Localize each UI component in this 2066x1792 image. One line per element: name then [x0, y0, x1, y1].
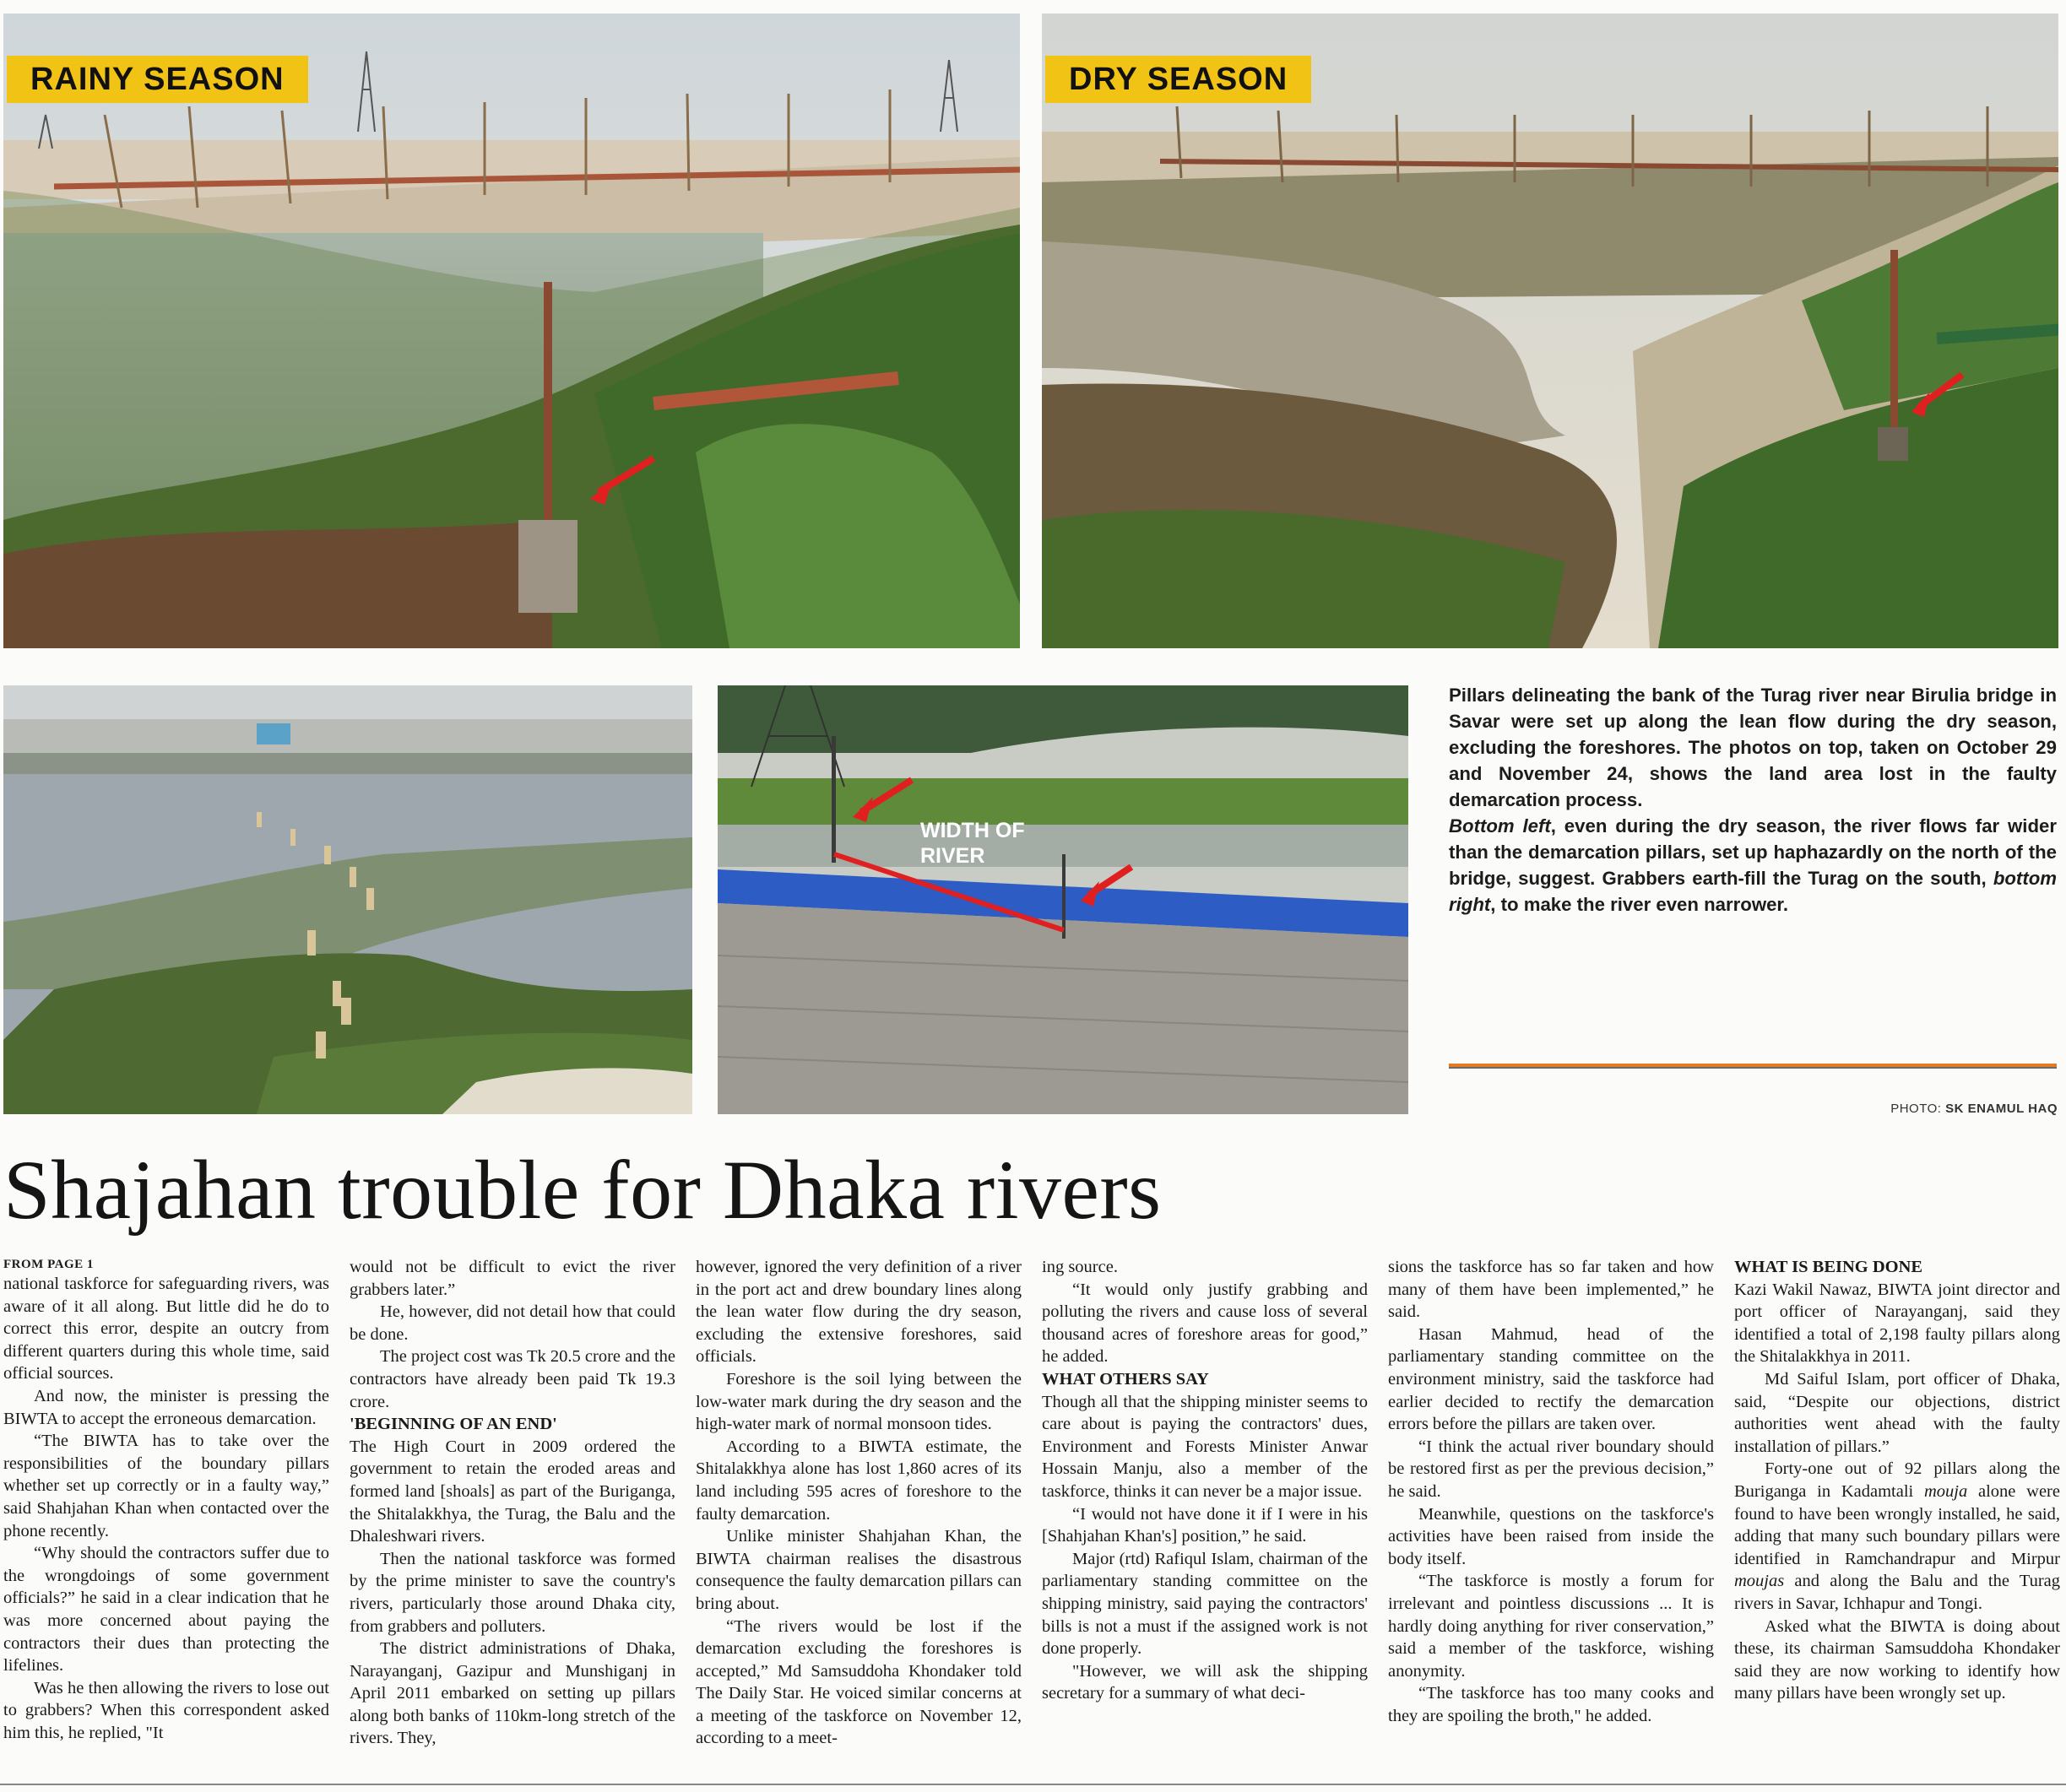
subheading: WHAT IS BEING DONE — [1734, 1258, 1923, 1276]
photo-bottom-right — [718, 685, 1408, 1114]
italic-term: mouja — [1924, 1481, 1968, 1501]
paragraph: “Why should the contractors suffer due to the wrongdoings of some government officials?” he said in a clear indication that he was more concerned about paying the contractors their dues than protecting the lifelines. — [3, 1544, 329, 1676]
photo-dry-season — [1042, 14, 2058, 648]
article-column-6 — [1734, 1256, 2060, 1779]
paragraph: “I would not have done it if I were in his [Shahjahan Khan's] position,” he said. — [1042, 1504, 1368, 1546]
article-body — [3, 1256, 2060, 1779]
dry-season-image — [1042, 14, 2058, 648]
page-bottom-rule — [0, 1784, 2066, 1785]
paragraph: "However, we will ask the shipping secretary for a summary of what deci- — [1042, 1661, 1368, 1703]
paragraph: He, however, did not detail how that could be done. — [350, 1302, 675, 1344]
paragraph: According to a BIWTA estimate, the Shitalakkhya alone has lost 1,860 acres of its land including 595 acres of foreshore to the faulty demarcation. — [696, 1437, 1022, 1524]
river-pillars-image — [3, 685, 692, 1114]
paragraph: however, ignored the very definition of a river in the port act and drew boundary lines along the lean water flow during the dry season, excluding the extensive foreshores, said officials. — [696, 1258, 1022, 1367]
caption-paragraph-1: Pillars delineating the bank of the Turag river near Birulia bridge in Savar were set up along the lean flow during the dry season, excluding the foreshores. The photos on top, taken on October 29 and November 24, shows the land area lost in the faulty demarcation process. — [1449, 685, 2057, 810]
paragraph: The High Court in 2009 ordered the government to retain the eroded areas and formed land [shoals] as part of the Buriganga, the Shitalakkhya, the Turag, the Balu and the Dhaleshwari rivers. — [350, 1437, 675, 1546]
photo-rainy-season — [3, 14, 1020, 648]
text-run: alone were found to have been wrongly installed, he said, adding that many such boundary pillars were identified in Ramchandrapur and Mirpur — [1734, 1481, 2060, 1568]
paragraph: Unlike minister Shahjahan Khan, the BIWTA chairman realises the disastrous consequence the faulty demarcation pillars can bring about. — [696, 1527, 1022, 1613]
paragraph: Meanwhile, questions on the taskforce's activities have been raised from inside the body itself. — [1388, 1504, 1714, 1568]
italic-term: moujas — [1734, 1572, 1785, 1591]
paragraph: “It would only justify grabbing and polluting the rivers and cause loss of several thousand acres of foreshore areas for good,” he added. — [1042, 1280, 1368, 1367]
kicker: FROM PAGE 1 — [3, 1258, 94, 1271]
paragraph: Though all that the shipping minister seems to care about is paying the contractors' dues, Environment and Forests Minister Anwar Hossain Manju, also a member of the taskforce, thinks it can never be a major issue. — [1042, 1392, 1368, 1501]
paragraph: The project cost was Tk 20.5 crore and the contractors have already been paid Tk 19.3 crore. — [350, 1347, 675, 1411]
caption-rule-dark — [1449, 1067, 2057, 1069]
paragraph: sions the taskforce has so far taken and how many of them have been implemented,” he said. — [1388, 1258, 1714, 1322]
text-run: and along the Balu and the Turag rivers in Savar, Ichhapur and Tongi. — [1734, 1572, 2060, 1613]
article-column-2 — [350, 1256, 675, 1779]
paragraph: And now, the minister is pressing the BIWTA to accept the erroneous demarcation. — [3, 1386, 329, 1428]
subheading: WHAT OTHERS SAY — [1042, 1369, 1209, 1389]
text-run: Forty-one out of 92 pillars along the Buriganga in Kadamtali — [1734, 1459, 2060, 1501]
rainy-season-label: RAINY SEASON — [7, 56, 308, 103]
photo-credit — [1890, 1102, 2058, 1116]
river-label: RIVER — [920, 844, 985, 868]
paragraph: would not be difficult to evict the river grabbers later.” — [350, 1258, 675, 1299]
caption-paragraph-2 — [1449, 813, 2057, 918]
paragraph: Kazi Wakil Nawaz, BIWTA joint director and port officer of Narayanganj, said they identified a total of 2,198 faulty pillars along the Shitalakkhya in 2011. — [1734, 1280, 2060, 1367]
article-column-3 — [696, 1256, 1022, 1779]
paragraph: Then the national taskforce was formed by the prime minister to save the country's rivers, particularly those around Dhaka city, from grabbers and polluters. — [350, 1549, 675, 1636]
paragraph: national taskforce for safeguarding rivers, was aware of it all along. But little did he do to correct this error, despite an outcry from different quarters during this whole time, said official sources. — [3, 1275, 329, 1383]
earth-fill-image — [718, 685, 1408, 1114]
paragraph: Asked what the BIWTA is doing about these, its chairman Samsuddoha Khondaker said they are now working to identify how many pillars have been wrongly set up. — [1734, 1616, 2060, 1703]
caption-text-a: , even during the dry season, the river flows far wider than the demarcation pillars, set up haphazardly on the north of the bridge, suggest. Grabbers earth-fill the Turag on the south, — [1449, 815, 2057, 889]
width-of-label: WIDTH OF — [920, 819, 1025, 842]
caption-italic-a: Bottom left — [1449, 815, 1551, 836]
paragraph: Major (rtd) Rafiqul Islam, chairman of the parliamentary standing committee on the shipping ministry, said paying the contractors' bills is not a must if the assigned work is not done properly. — [1042, 1549, 1368, 1659]
paragraph: “I think the actual river boundary should be restored first as per the previous decision,” he said. — [1388, 1437, 1714, 1501]
article-column-4 — [1042, 1256, 1368, 1779]
paragraph: The district administrations of Dhaka, Narayanganj, Gazipur and Munshiganj in April 2011 embarked on setting up pillars along both banks of 110km-long stretch of the rivers. They, — [350, 1639, 675, 1748]
paragraph: “The rivers would be lost if the demarcation excluding the foreshores is accepted,” Md Samsuddoha Khondaker told The Daily Star. He voiced similar concerns at a meeting of the taskforce on November 12, according to a meet- — [696, 1616, 1022, 1748]
dry-season-label: DRY SEASON — [1045, 56, 1311, 103]
paragraph: Md Saiful Islam, port officer of Dhaka, said, “Despite our objections, district authorities went ahead with the faulty installation of pillars.” — [1734, 1369, 2060, 1456]
paragraph: ing source. — [1042, 1258, 1118, 1276]
credit-name: SK ENAMUL HAQ — [1945, 1102, 2058, 1116]
article-column-5 — [1388, 1256, 1714, 1779]
paragraph — [1734, 1458, 2060, 1615]
photo-bottom-left — [3, 685, 692, 1114]
paragraph: Was he then allowing the rivers to lose out to grabbers? When this correspondent asked him this, he replied, "It — [3, 1678, 329, 1742]
credit-label: PHOTO: — [1890, 1102, 1942, 1116]
paragraph: Foreshore is the soil lying between the low-water mark during the dry season and the high-water mark of normal monsoon tides. — [696, 1369, 1022, 1434]
subheading: 'BEGINNING OF AN END' — [350, 1415, 557, 1434]
article-column-1 — [3, 1256, 329, 1779]
photo-caption — [1449, 682, 2057, 918]
rainy-season-image — [3, 14, 1020, 648]
caption-text-b: , to make the river even narrower. — [1490, 894, 1788, 915]
paragraph: “The taskforce has too many cooks and they are spoiling the broth," he added. — [1388, 1684, 1714, 1725]
paragraph: Hasan Mahmud, head of the parliamentary standing committee on the environment ministry, said the taskforce had earlier decided to rectify the demarcation errors before the pillars are taken over. — [1388, 1324, 1714, 1434]
caption-italic-b: bottom right — [1449, 868, 2057, 915]
paragraph: “The taskforce is mostly a forum for irrelevant and pointless discussions ... It is hardly doing anything for river conservation,” said a member of the taskforce, wishing anonymity. — [1388, 1572, 1714, 1681]
headline: Shajahan trouble for Dhaka rivers — [3, 1143, 1162, 1237]
paragraph: “The BIWTA has to take over the responsibilities of the boundary pillars whether set up correctly or in a faulty way,” said Shahjahan Khan when contacted over the phone recently. — [3, 1432, 329, 1540]
